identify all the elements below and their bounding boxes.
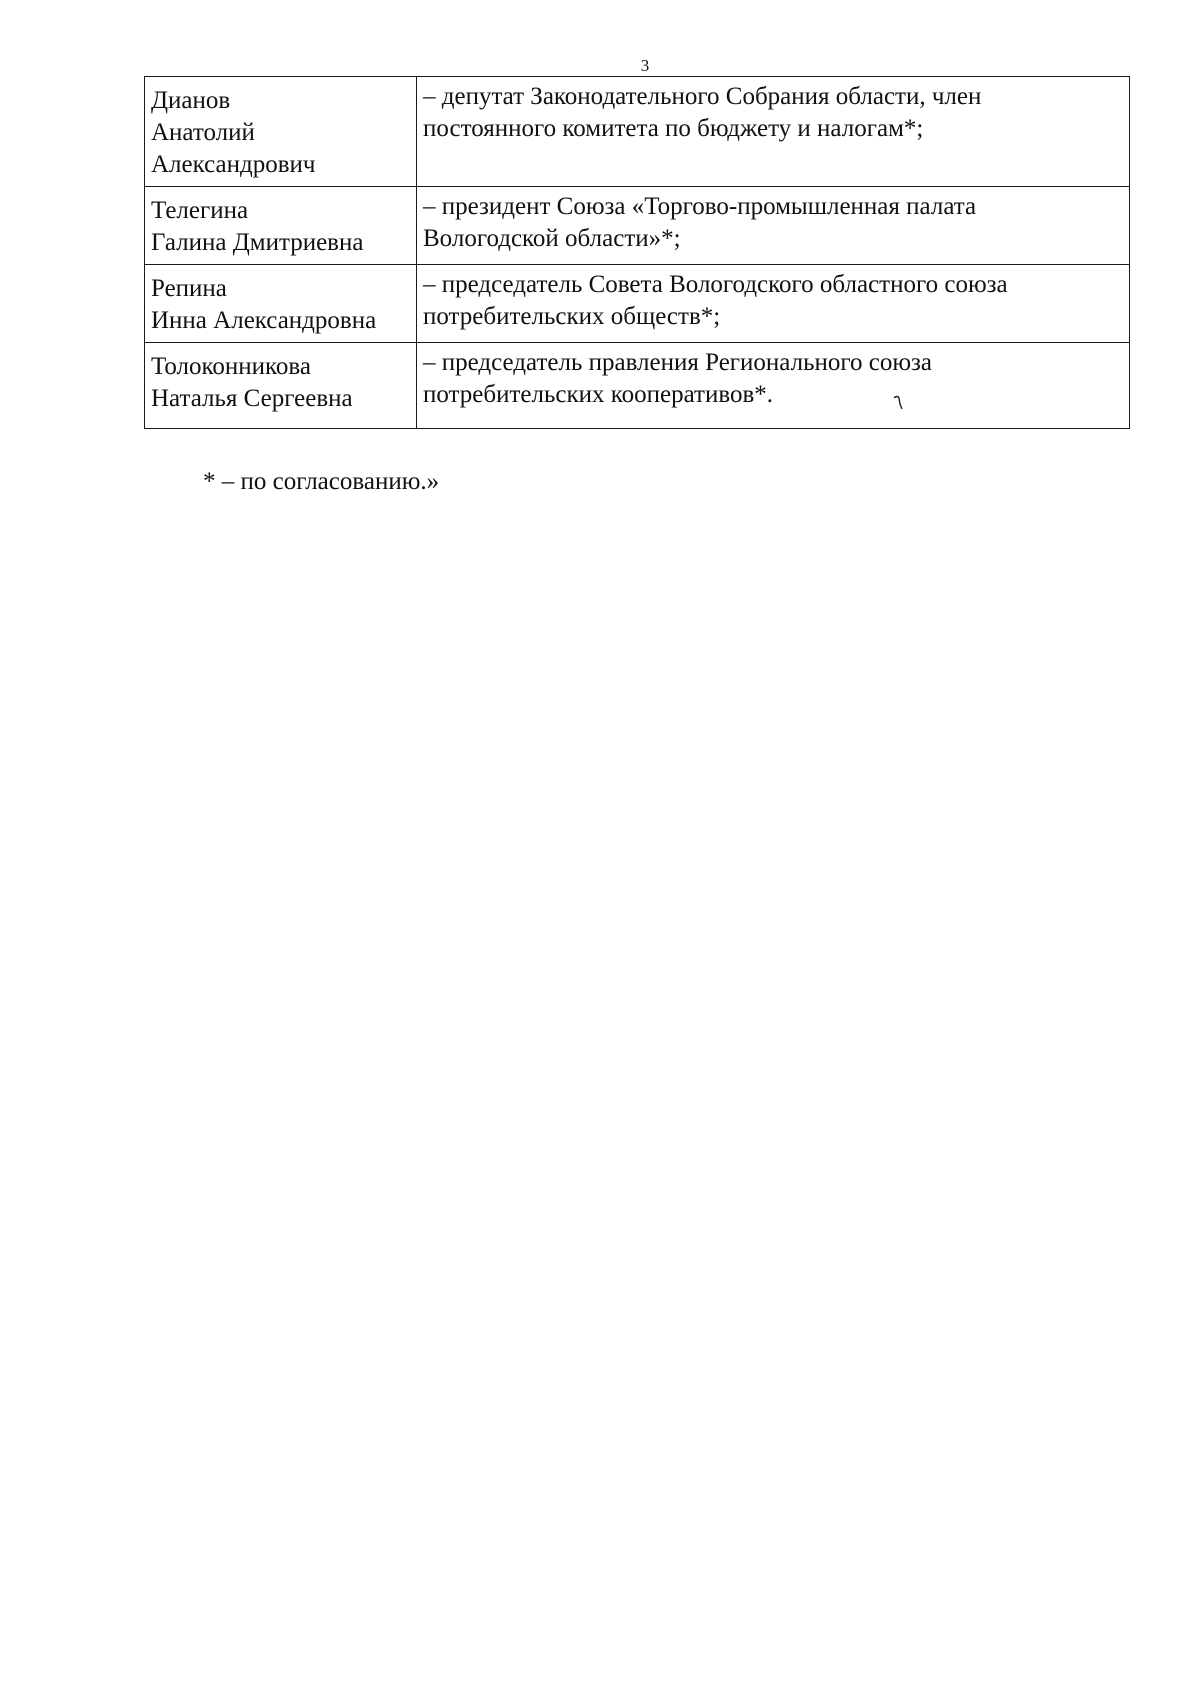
member-role (417, 187, 1130, 265)
name-line: Инна Александровна (151, 307, 377, 334)
name-line: Толоконникова (151, 353, 311, 380)
name-line: Телегина (151, 197, 249, 224)
role-line: – председатель Совета Вологодского областного союза (423, 271, 1008, 298)
role-line: – президент Союза «Торгово-промышленная палата (423, 193, 977, 220)
table-row (145, 187, 1130, 265)
role-line: потребительских кооперативов*. (423, 381, 774, 408)
role-line: потребительских обществ*; (423, 303, 721, 330)
member-role (417, 77, 1130, 187)
member-role (417, 265, 1130, 343)
member-name (145, 265, 417, 343)
member-name (145, 343, 417, 429)
member-name (145, 77, 417, 187)
table-row (145, 343, 1130, 429)
member-name (145, 187, 417, 265)
role-line: – депутат Законодательного Собрания области, член (423, 83, 982, 110)
table-row (145, 265, 1130, 343)
name-line: Репина (151, 275, 227, 302)
role-line: Вологодской области»*; (423, 225, 681, 252)
member-role (417, 343, 1130, 429)
scan-artifact-mark (893, 395, 905, 413)
table-row (145, 77, 1130, 187)
role-line: постоянного комитета по бюджету и налогам*; (423, 115, 924, 142)
name-line: Анатолий (151, 119, 255, 146)
role-line: – председатель правления Регионального союза (423, 349, 933, 376)
name-line: Галина Дмитриевна (151, 229, 364, 256)
name-line: Дианов (151, 87, 231, 114)
page-number: 3 (640, 56, 650, 75)
footnote: * – по согласованию.» (203, 468, 440, 495)
name-line: Наталья Сергеевна (151, 385, 353, 412)
name-line: Александрович (151, 151, 316, 178)
members-table (144, 76, 1130, 429)
